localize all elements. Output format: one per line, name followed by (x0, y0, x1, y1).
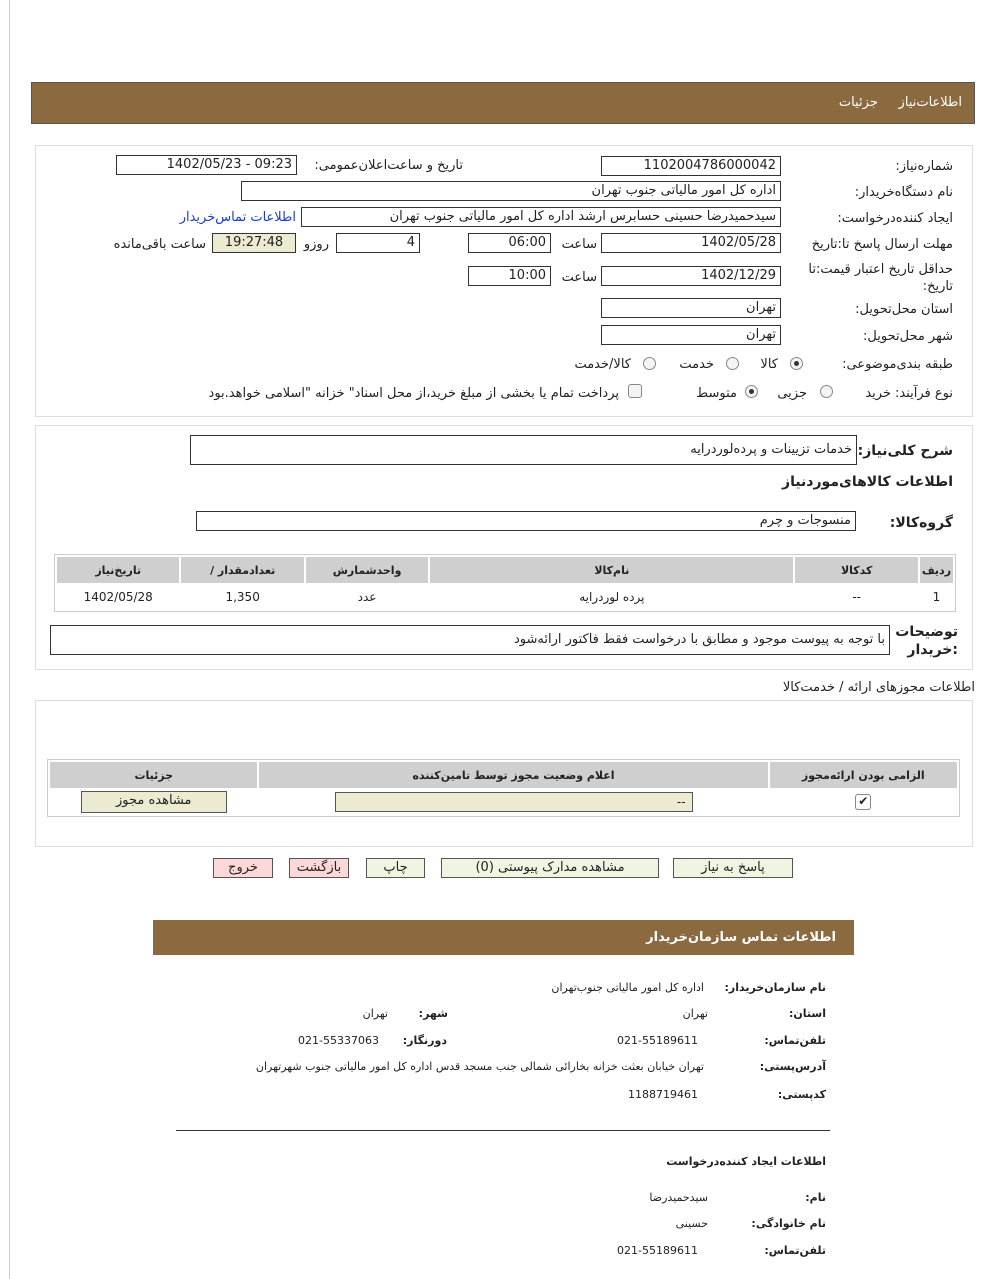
creator-last-name-label: نام خانوادگی: (751, 1217, 826, 1230)
deadline-label: مهلت ارسال پاسخ تا:تاریخ (811, 237, 953, 252)
col-date: تاریخ‌نیاز (57, 557, 179, 583)
org-province-value: تهران (682, 1007, 708, 1020)
creator-phone-label: تلفن‌تماس: (764, 1244, 826, 1257)
cell-row: 1 (932, 590, 941, 604)
goods-table (54, 554, 956, 612)
summary-field: خدمات تزیینات و پرده‌لوردرایه (190, 435, 857, 465)
reply-button[interactable]: پاسخ به نیاز (673, 858, 793, 878)
creator-first-name-value: سیدحمیدرضا (649, 1191, 708, 1204)
cell-date: 1402/05/28 (83, 590, 153, 604)
col-unit: واحدشمارش (306, 557, 428, 583)
tab-details[interactable]: جزئیات (838, 95, 878, 110)
category-goods-radio[interactable] (790, 357, 803, 370)
org-city-value: تهران (362, 1007, 388, 1020)
col-status: اعلام وضعیت مجوز توسط تامین‌کننده (259, 762, 767, 788)
creator-phone-value: 021-55189611 (617, 1244, 698, 1257)
section-divider (176, 1130, 830, 1131)
table-row (57, 585, 953, 609)
org-city-label: شهر: (418, 1007, 448, 1020)
validity-label: حداقل تاریخ اعتبار قیمت:تا (808, 262, 953, 277)
province-label: استان محل‌تحویل: (855, 302, 953, 317)
buyer-notes-label: توضیحات (895, 624, 958, 640)
validity-date-field: 1402/12/29 (601, 266, 781, 286)
category-both-radio[interactable] (643, 357, 656, 370)
remaining-time: 19:27:48 (212, 233, 296, 253)
org-postal-label: کدپستی: (777, 1088, 826, 1101)
city-label: شهر محل‌تحویل: (863, 329, 953, 344)
permits-title: اطلاعات مجوزهای ارائه / خدمت‌کالا (782, 680, 975, 695)
province-field: تهران (601, 298, 781, 318)
org-contact-title: اطلاعات تماس سازمان‌خریدار (646, 930, 836, 945)
remaining-label: ساعت باقی‌مانده (113, 237, 206, 252)
status-cell (259, 790, 767, 814)
category-goods-label: کالا (760, 357, 778, 372)
org-province-label: استان: (789, 1007, 826, 1020)
org-name-value: اداره کل امور مالیاتی جنوب‌تهران (551, 981, 704, 994)
category-label: طبقه بندی‌موضوعی: (842, 357, 953, 372)
process-medium-label: متوسط (696, 386, 737, 401)
details-cell (50, 790, 257, 814)
buyer-field: اداره کل امور مالیاتی جنوب تهران (241, 181, 781, 201)
permits-table (47, 759, 960, 817)
buyer-notes-field: با توجه به پیوست موجود و مطابق با درخواست فقط فاکتور ارائه‌شود (50, 625, 890, 655)
deadline-time-field: 06:00 (468, 233, 551, 253)
tab-need-info[interactable]: اطلاعات‌نیاز (898, 95, 962, 110)
process-small-label: جزیی (777, 386, 807, 401)
view-documents-button[interactable]: مشاهده مدارک پیوستی (0) (441, 858, 659, 878)
goods-table-header (57, 557, 953, 583)
org-fax-value: 021-55337063 (298, 1034, 379, 1047)
exit-button[interactable]: خروج (213, 858, 273, 878)
buyer-notes-label-2: :خریدار (907, 642, 958, 658)
deadline-time-label: ساعت (561, 237, 597, 252)
deadline-date-field: 1402/05/28 (601, 233, 781, 253)
view-permit-button[interactable]: مشاهده مجوز (81, 791, 227, 813)
table-row (50, 790, 957, 814)
org-postal-value: 1188719461 (628, 1088, 698, 1101)
goods-info-title: اطلاعات کالاهای‌موردنیاز (782, 474, 953, 490)
validity-time-field: 10:00 (468, 266, 551, 286)
col-name: نام‌کالا (430, 557, 793, 583)
org-contact-header (153, 920, 854, 955)
creator-first-name-label: نام: (805, 1191, 826, 1204)
required-checkbox[interactable]: ✔ (855, 794, 871, 810)
process-medium-radio[interactable] (745, 385, 758, 398)
process-buy-label: خرید (865, 386, 891, 401)
days-field: 4 (336, 233, 420, 253)
col-details: جزئیات (50, 762, 257, 788)
page-left-border (9, 0, 10, 1279)
validity-time-label: ساعت (561, 270, 597, 285)
days-label: روزو (303, 237, 329, 252)
org-address-label: آدرس‌پستی: (759, 1060, 826, 1073)
cell-unit: عدد (357, 590, 377, 604)
announce-field: 1402/05/23 - 09:23 (116, 155, 297, 175)
org-phone-label: تلفن‌تماس: (764, 1034, 826, 1047)
details-title (839, 95, 962, 110)
col-code: کدکالا (795, 557, 917, 583)
announce-label: تاریخ و ساعت‌اعلان‌عمومی: (314, 158, 463, 173)
need-number-label: شماره‌نیاز: (895, 159, 953, 174)
cell-quantity: 1,350 (225, 590, 260, 604)
buyer-contact-link[interactable]: اطلاعات تماس‌خریدار (179, 210, 296, 225)
validity-label-2: تاریخ: (922, 279, 953, 294)
col-row: ردیف (920, 557, 953, 583)
buyer-label: نام دستگاه‌خریدار: (854, 185, 953, 200)
category-service-label: خدمت (679, 357, 714, 372)
goods-group-label: گروه‌کالا: (889, 515, 953, 531)
goods-group-field: منسوجات و چرم (196, 511, 856, 531)
org-phone-value: 021-55189611 (617, 1034, 698, 1047)
org-fax-label: دورنگار: (402, 1034, 447, 1047)
process-small-radio[interactable] (820, 385, 833, 398)
required-cell (770, 790, 957, 814)
treasury-payment-checkbox[interactable] (628, 384, 642, 398)
creator-field: سیدحمیدرضا حسینی حسابرس ارشد اداره کل امور مالیاتی جنوب تهران (301, 207, 781, 227)
category-service-radio[interactable] (726, 357, 739, 370)
treasury-payment-label: پرداخت تمام یا بخشی از مبلغ خرید،از محل اسناد" خزانه "اسلامی خواهد.بود (208, 386, 619, 401)
creator-last-name-value: حسینی (675, 1217, 708, 1230)
cell-code: -- (852, 590, 862, 604)
cell-name: پرده لوردرایه (579, 590, 645, 604)
permit-status-field: -- (335, 792, 693, 812)
org-name-label: نام سازمان‌خریدار: (724, 981, 826, 994)
print-button[interactable]: چاپ (366, 858, 425, 878)
permits-table-header (50, 762, 957, 788)
city-field: تهران (601, 325, 781, 345)
col-required: الزامی بودن ارائه‌مجوز (770, 762, 957, 788)
creator-info-title: اطلاعات ایجاد کننده‌درخواست (666, 1155, 826, 1168)
col-quantity: تعدادمقدار / (181, 557, 303, 583)
back-button[interactable]: بازگشت (289, 858, 349, 878)
summary-label: شرح کلی‌نیاز: (857, 443, 953, 459)
category-both-label: کالا/خدمت (574, 357, 631, 372)
process-label: نوع فرآیند: (895, 386, 953, 401)
org-address-value: تهران خیابان بعثت خزانه بخارائی شمالی جنب مسجد قدس اداره کل امور مالیاتی جنوب شهرتهران (255, 1060, 704, 1073)
need-number-field: 1102004786000042 (601, 156, 781, 176)
creator-label: ایجاد کننده‌درخواست: (837, 211, 953, 226)
details-header (31, 82, 975, 124)
